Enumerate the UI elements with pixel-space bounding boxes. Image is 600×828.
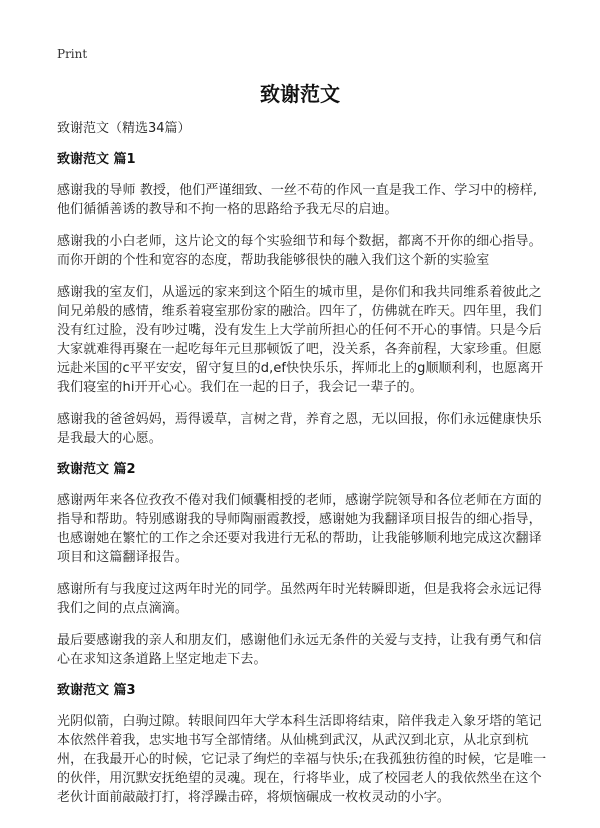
paragraph: 感谢所有与我度过这两年时光的同学。虽然两年时光转瞬即逝，但是我将会永远记得我们之间的点点滴滴。 [57,582,542,616]
section-2 [57,461,547,669]
section-1 [57,151,547,448]
section-heading: 致谢范文 篇1 [57,152,136,167]
paragraph: 感谢我的小白老师，这片论文的每个实验细节和每个数据，都离不开你的细心指导。而你开朗的个性和宽容的态度，帮助我能够很快的融入我们这个新的实验室 [57,234,542,268]
paragraph: 感谢我的室友们，从遥远的家来到这个陌生的城市里，是你们和我共同维系着彼此之间兄弟般的感情，维系着寝室那份家的融洽。四年了，仿佛就在昨天。四年里，我们没有红过脸，没有吵过嘴，没有发生上大学前所担心的任何不开心的事情。只是今后大家就难得再聚在一起吃每年元旦那顿饭了吧，没关系，各奔前程，大家珍重。但愿远赴米国的c平平安安，留守复旦的d,ef快快乐乐，挥师北上的g顺顺利利，也愿离开我们寝室的hi开开心心。我们在一起的日子，我会记一辈子的。 [57,285,544,395]
print-link[interactable]: Print [57,47,88,61]
paragraph: 感谢两年来各位孜孜不倦对我们倾囊相授的老师，感谢学院领导和各位老师在方面的指导和帮助。特别感谢我的导师陶丽霞教授，感谢她为我翻译项目报告的细心指导，也感谢她在繁忙的工作之余还要对我进行无私的帮助，让我能够顺利地完成这次翻译项目和这篇翻译报告。 [57,493,542,565]
section-heading: 致谢范文 篇3 [57,683,136,698]
paragraph: 光阴似箭，白驹过隙。转眼间四年大学本科生活即将结束，陪伴我走入象牙塔的笔记本依然伴着我，忠实地书写全部情绪。从仙桃到武汉，从武汉到北京，从北京到杭州，在我最开心的时候，它记录了绚烂的幸福与快乐;在我孤独彷徨的时候，它是唯一的伙伴，用沉默安抚绝望的灵魂。现在，行将毕业，成了校园老人的我依然坐在这个老伙计面前敲敲打打，将浮躁击碎，将烦恼碾成一枚枚灵动的小字。 [57,714,547,805]
document-subtitle: 致谢范文（精选34篇） [57,121,191,136]
page-title: 致谢范文 [260,82,340,106]
section-3 [57,682,547,807]
paragraph: 感谢我的导师 教授，他们严谨细致、一丝不苟的作风一直是我工作、学习中的榜样,他们循循善诱的教导和不拘一格的思路给予我无尽的启迪。 [57,183,538,217]
document-body [57,120,547,820]
paragraph: 最后要感谢我的亲人和朋友们，感谢他们永远无条件的关爱与支持，让我有勇气和信心在求知这条道路上坚定地走下去。 [57,633,542,667]
section-heading: 致谢范文 篇2 [57,462,136,477]
paragraph: 感谢我的爸爸妈妈，焉得谖草，言树之背，养育之恩，无以回报，你们永远健康快乐是我最大的心愿。 [57,412,542,446]
